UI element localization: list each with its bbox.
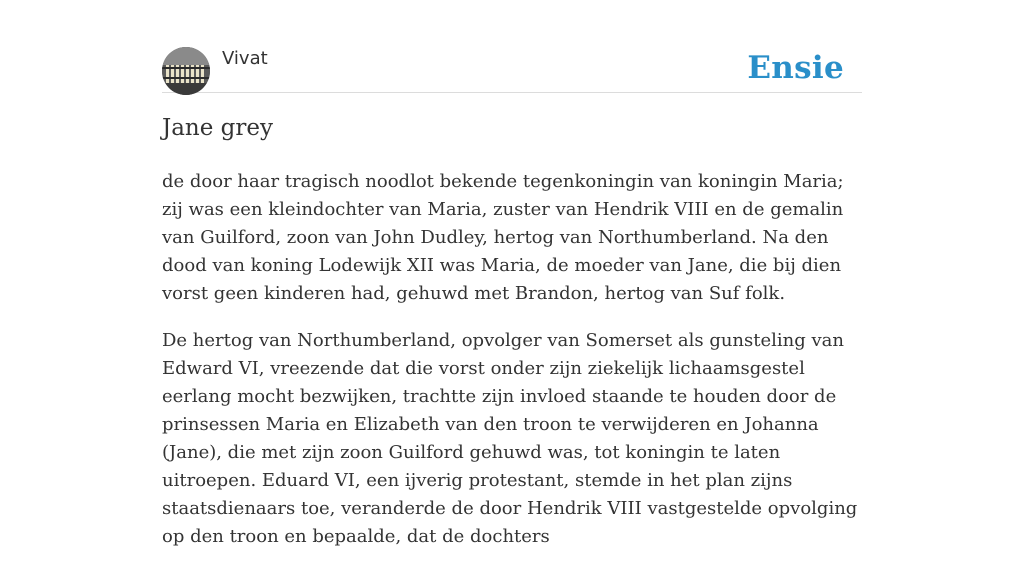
article-body (162, 168, 864, 570)
article-paragraph: de door haar tragisch noodlot bekende tegenkoningin van koningin Maria; zij was een kleindochter van Maria, zuster van Hendrik VIII en de gemalin van Guilford, zoon van John Dudley, hertog van Northumberland. Na den dood van koning Lodewijk XII was Maria, de moeder van Jane, die bij dien vorst geen kinderen had, gehuwd met Brandon, hertog van Suf folk. (162, 171, 844, 304)
avatar[interactable] (162, 47, 210, 95)
header (162, 40, 862, 93)
book-spines-avatar-icon (162, 47, 210, 95)
article-paragraph: De hertog van Northumberland, opvolger van Somerset als gunsteling van Edward VI, vreezende dat die vorst onder zijn ziekelijk lichaamsgestel eerlang mocht bezwijken, trachtte zijn invloed staande te houden door de prinsessen Maria en Elizabeth van den troon te verwijderen en Johanna (Jane), die met zijn zoon Guilford gehuwd was, tot koningin te laten uitroepen. Eduard VI, een ijverig protestant, stemde in het plan zijns staatsdienaars toe, veranderde de door Hendrik VIII vastgestelde opvolging op den troon en bepaalde, dat de dochters (162, 330, 858, 547)
ensie-logo[interactable]: Ensie (747, 50, 844, 86)
article-title: Jane grey (162, 115, 273, 141)
author-name[interactable]: Vivat (222, 48, 268, 69)
